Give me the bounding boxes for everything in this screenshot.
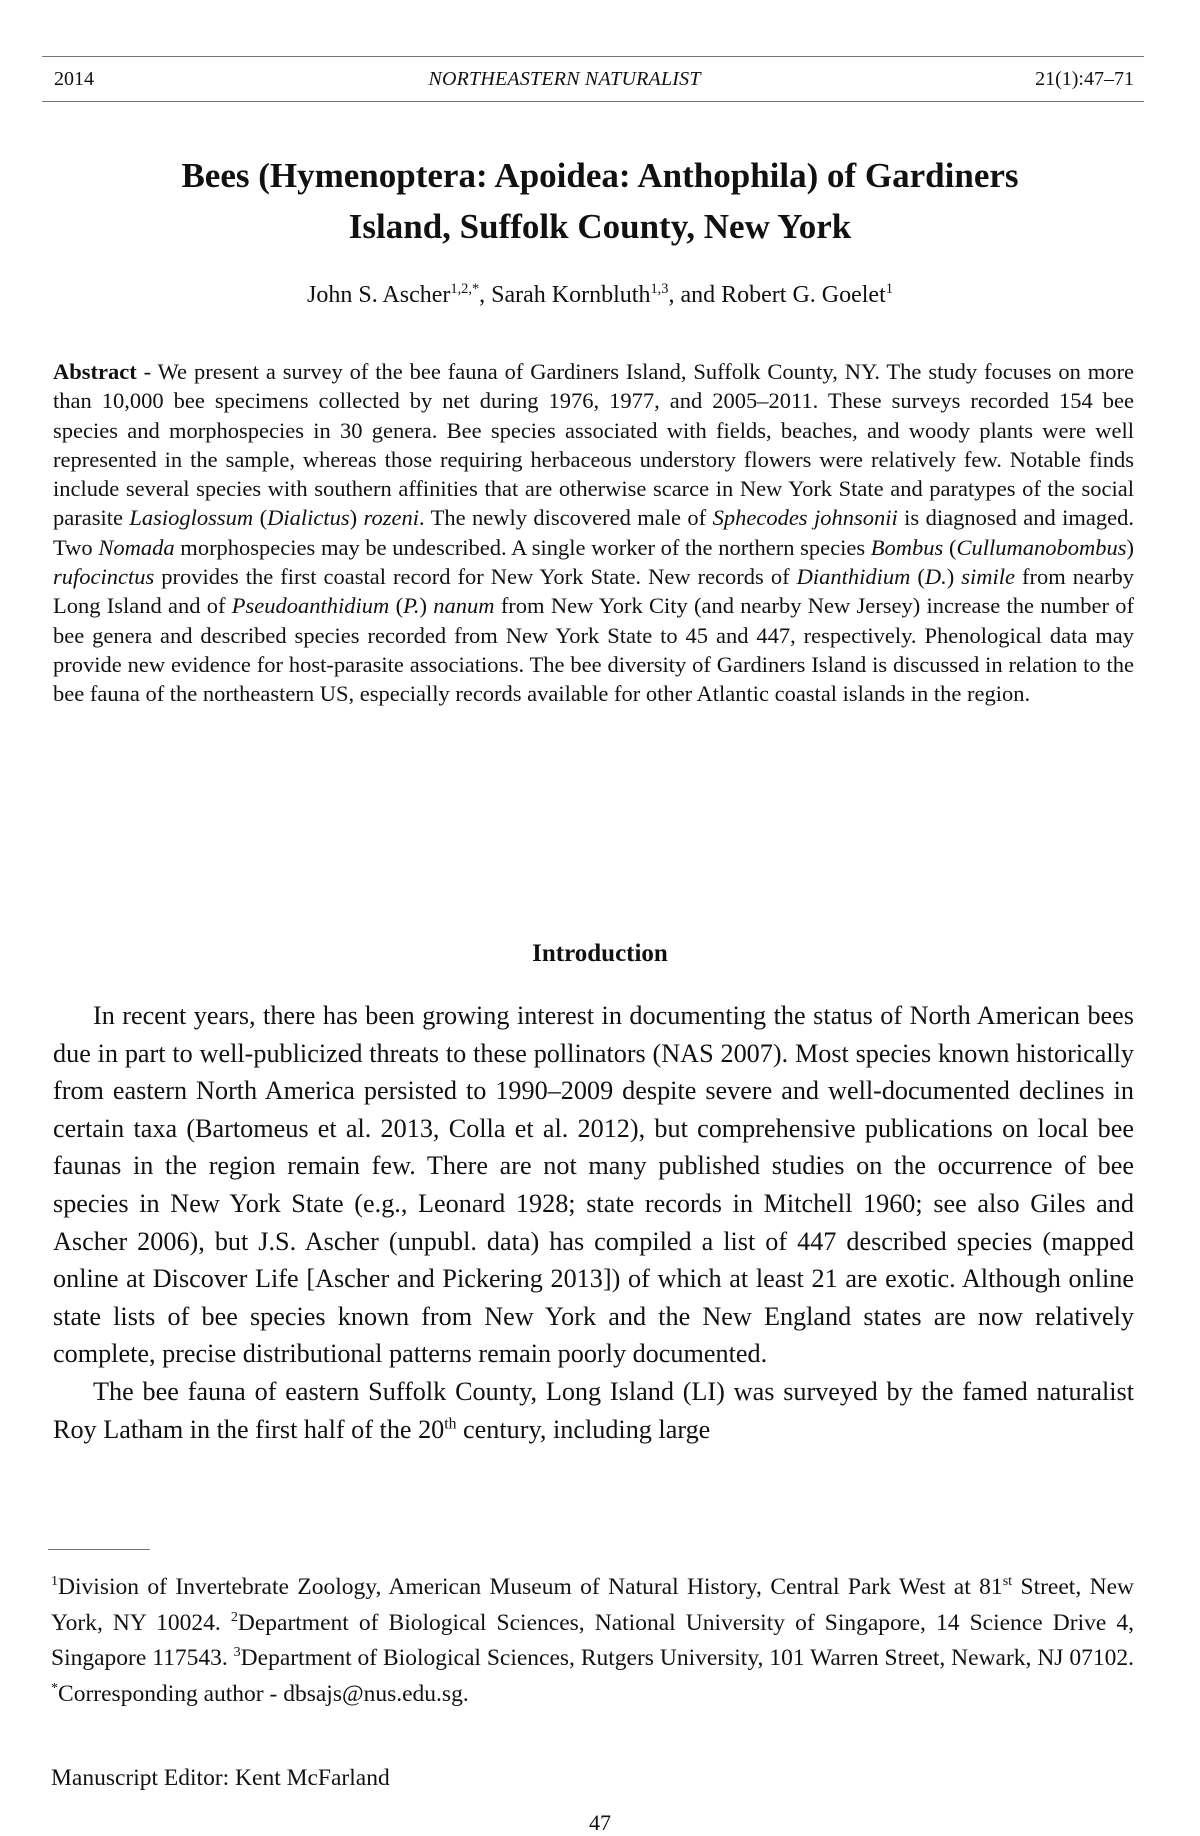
ordinal-suffix: th (444, 1414, 457, 1432)
abstract-text: ( (943, 534, 957, 560)
footnote-text: Department of Biological Sciences, National University of Singapore, 14 Science Drive 4, Singapore 117543. (51, 1609, 1134, 1671)
article-title-line-1: Bees (Hymenoptera: Apoidea: Anthophila) of Gardiners (181, 156, 1019, 195)
author-affiliation-marker: 1 (885, 281, 893, 297)
footnote-divider (48, 1549, 150, 1550)
introduction-paragraph (53, 1373, 1134, 1448)
abstract-text: ) (349, 505, 364, 531)
introduction-body (53, 997, 1134, 1448)
taxon-name: rozeni (363, 505, 419, 531)
author-affiliation-marker: 1,3 (650, 281, 669, 297)
abstract-text: ) (419, 593, 434, 619)
footnote-text: Corresponding author - dbsajs@nus.edu.sg. (58, 1680, 469, 1707)
running-head-journal: NORTHEASTERN NATURALIST (428, 67, 701, 90)
footnote-marker: 3 (233, 1644, 241, 1661)
taxon-name: Nomada (98, 534, 175, 560)
manuscript-editor: Manuscript Editor: Kent McFarland (51, 1765, 390, 1791)
author-separator: , (479, 282, 492, 308)
footnote-text: Division of Invertebrate Zoology, American Museum of Natural History, Central Park West at 81 (58, 1574, 1003, 1600)
taxon-name: Lasioglossum (129, 505, 254, 531)
running-head-volume-pages: 21(1):47–71 (1035, 67, 1134, 90)
abstract-text: ( (253, 505, 268, 531)
abstract-text: ( (389, 593, 404, 619)
author-list (60, 282, 1140, 309)
abstract-text: . The newly discovered male of (418, 505, 713, 531)
affiliation-footnotes (51, 1570, 1134, 1712)
paragraph-text: century, including large (456, 1414, 711, 1444)
paragraph-text: The bee fauna of eastern Suffolk County, Long Island (LI) was surveyed by the famed naturalist Roy Latham in the first half of the 20 (53, 1376, 1134, 1444)
abstract-text: ( (910, 564, 925, 590)
abstract-text: We present a survey of the bee fauna of Gardiners Island, Suffolk County, NY. The study focuses on more than 10,000 bee specimens collected by net during 1976, 1977, and 2005–2011. These surveys recorded 154 bee species and morphospecies in 30 genera. Bee species associated with fields, beaches, and woody plants were well represented in the sample, whereas those requiring herbaceous understory flowers were relatively few. Notable finds include several species with southern affinities that are otherwise scarce in New York State and paratypes of the social parasite (53, 359, 1134, 531)
page-number: 47 (589, 1810, 611, 1835)
introduction-paragraph: In recent years, there has been growing interest in documenting the status of North American bees due in part to well-publicized threats to these pollinators (NAS 2007). Most species known historically from eastern North America persisted to 1990–2009 despite severe and well-documented declines in certain taxa (Bartomeus et al. 2013, Colla et al. 2012), but comprehensive publications on local bee faunas in the region remain few. There are not many published studies on the occurrence of bee species in New York State (e.g., Leonard 1928; state records in Mitchell 1960; see also Giles and Ascher 2006), but J.S. Ascher (unpubl. data) has compiled a list of 447 described species (mapped online at Discover Life [Ascher and Pickering 2013]) of which at least 21 are exotic. Although online state lists of bee species known from New York and the New England states are now relatively complete, precise distributional patterns remain poorly documented. (53, 1001, 1134, 1369)
taxon-name: nanum (433, 593, 495, 619)
taxon-name: Cullumanobombus (956, 534, 1127, 560)
abstract-text: is diagnosed and imaged. Two (53, 505, 1135, 560)
taxon-name: simile (961, 564, 1015, 590)
taxon-name: Pseudoanthidium (231, 593, 390, 619)
author-affiliation-marker: 1,2,* (450, 281, 480, 297)
taxon-name: Sphecodes johnsonii (712, 505, 898, 531)
abstract-label: Abstract (53, 359, 137, 384)
footnote-text: Street, New York, NY 10024. (51, 1574, 1134, 1636)
abstract-text: ) (1126, 534, 1134, 560)
taxon-name: D. (924, 564, 947, 590)
footnote-marker: 1 (51, 1573, 59, 1590)
footnote-marker: 2 (230, 1608, 238, 1625)
taxon-name: P. (403, 593, 420, 619)
author-name: Sarah Kornbluth (491, 282, 651, 308)
section-heading-introduction: Introduction (532, 940, 668, 967)
running-head (42, 56, 1144, 102)
taxon-name: rufocinctus (53, 564, 155, 590)
footnote-text: Department of Biological Sciences, Rutgers University, 101 Warren Street, Newark, NJ 07102. (240, 1645, 1134, 1671)
taxon-name: Bombus (870, 534, 944, 560)
footnote-marker: * (51, 1679, 59, 1696)
abstract-text: morphospecies may be undescribed. A single worker of the northern species (174, 534, 871, 560)
running-head-year: 2014 (54, 67, 94, 90)
abstract-dash: - (136, 359, 158, 384)
author-name: Robert G. Goelet (721, 282, 886, 308)
author-separator: , and (668, 282, 722, 308)
abstract-body (53, 359, 1134, 706)
author-name: John S. Ascher (307, 282, 451, 308)
ordinal-suffix: st (1002, 1573, 1013, 1590)
abstract-text: from nearby Long Island and of (53, 564, 1134, 619)
article-title-line-2: Island, Suffolk County, New York (348, 207, 852, 246)
abstract (53, 357, 1134, 709)
taxon-name: Dianthidium (796, 564, 911, 590)
article-title (60, 150, 1140, 252)
abstract-text: from New York City (and nearby New Jersey) increase the number of bee genera and described species recorded from New York State to 45 and 447, respectively. Phenological data may provide new evidence for host-parasite associations. The bee diversity of Gardiners Island is discussed in relation to the bee fauna of the northeastern US, especially records available for other Atlantic coastal islands in the region. (53, 593, 1134, 707)
taxon-name: Dialictus (267, 505, 350, 531)
abstract-text: ) (946, 564, 962, 590)
abstract-text: provides the first coastal record for New York State. New records of (154, 564, 797, 590)
